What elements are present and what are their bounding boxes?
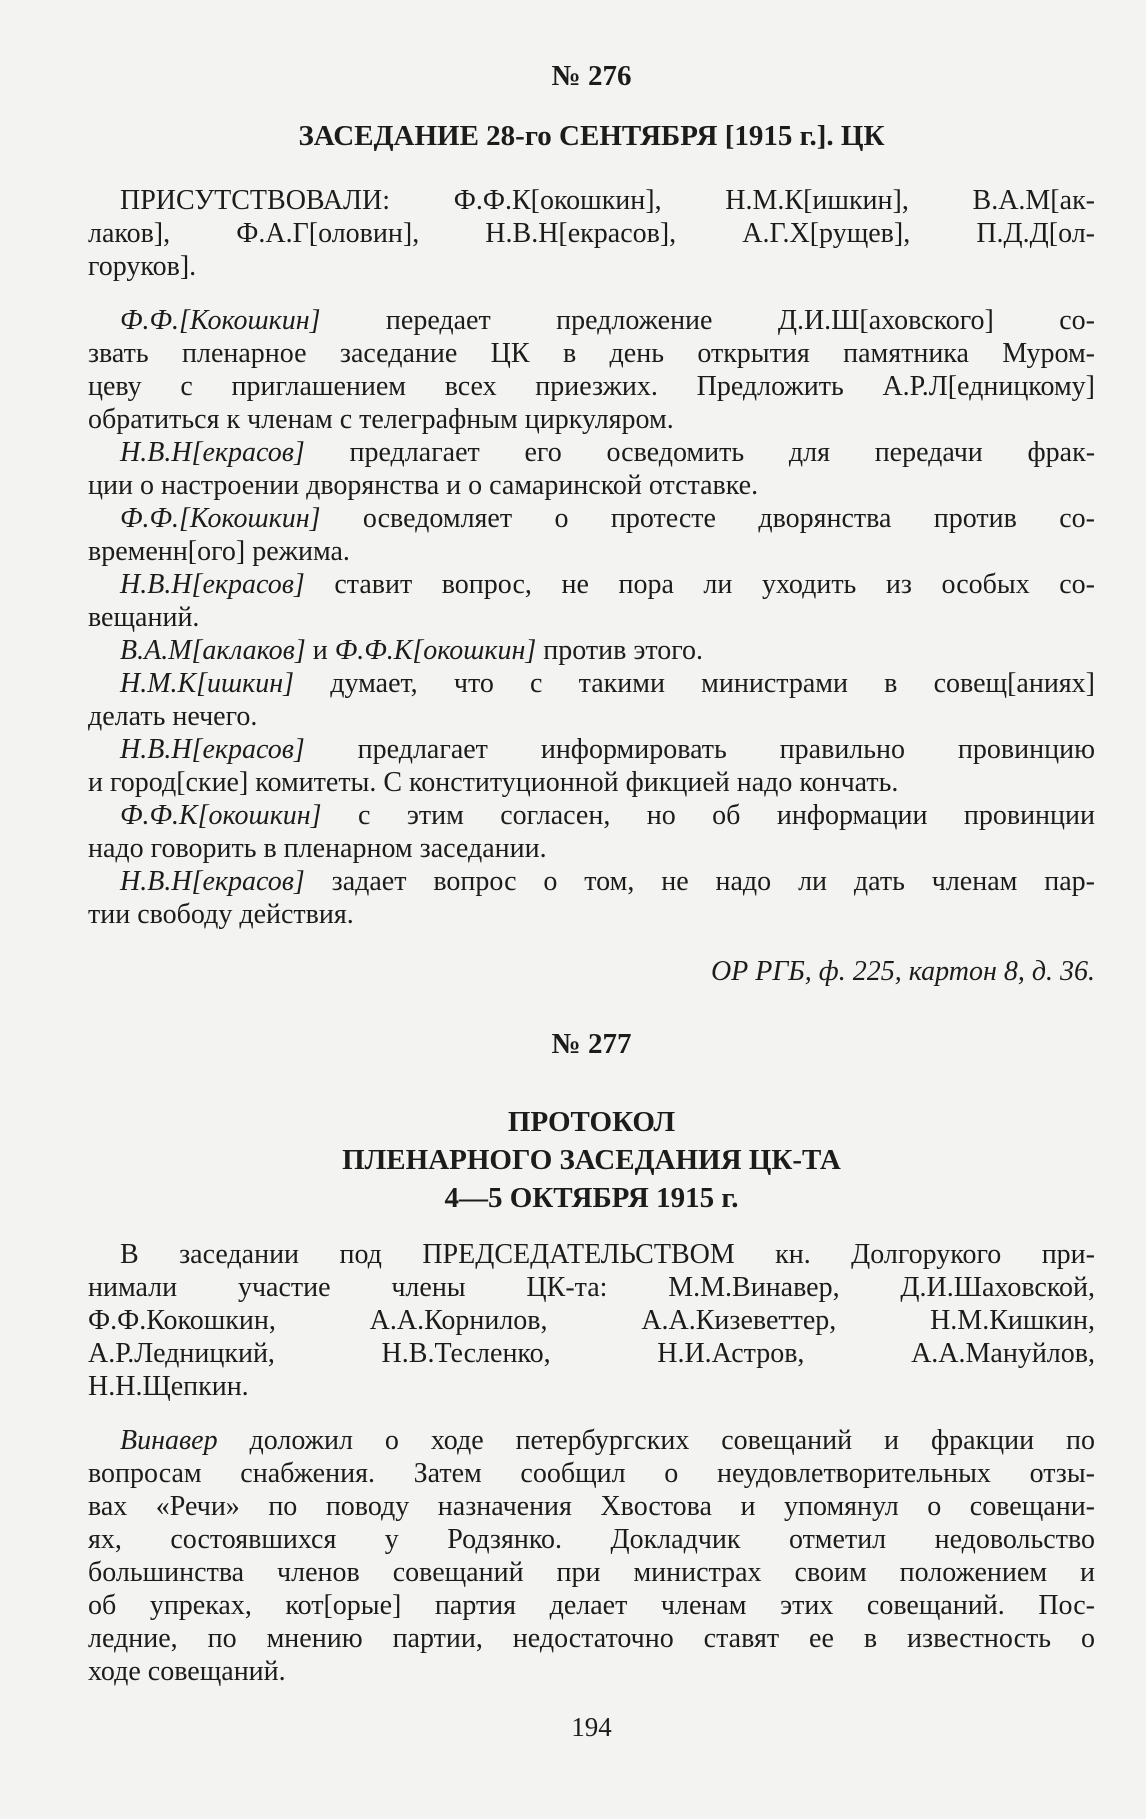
speaker-name: Н.М.К[ишкин]: [120, 668, 295, 699]
text-line: тии свободу действия.: [88, 899, 354, 930]
text-line: вещаний.: [88, 602, 200, 633]
entry-first-line: [88, 568, 1095, 601]
speaker-name: Ф.Ф.[Кокошкин]: [120, 305, 321, 336]
text-line: ях, состоявшихся у Родзянко. Докладчик отметил недовольство: [88, 1524, 1095, 1555]
text-line: надо говорить в пленарном заседании.: [88, 833, 547, 864]
speaker-name: Н.В.Н[екрасов]: [120, 866, 305, 897]
entry-first-line: [88, 733, 1095, 766]
entry-text: доложил о ходе петербургских совещаний и фракции по: [249, 1425, 1095, 1456]
page-number: 194: [571, 1712, 612, 1742]
entry-text: осведомляет о протесте дворянства против со-: [362, 503, 1095, 534]
speaker-name: Ф.Ф.[Кокошкин]: [120, 503, 321, 534]
speaker-name: Н.В.Н[екрасов]: [120, 734, 305, 765]
text-line: большинства членов совещаний при министрах своим положением и: [88, 1557, 1095, 1588]
document-277-title: [88, 1103, 1095, 1217]
entry-first-line: [88, 304, 1095, 337]
entry-first-line: [88, 634, 1095, 667]
archive-source: ОР РГБ, ф. 225, картон 8, д. 36.: [710, 956, 1095, 987]
text-line: ледние, по мнению партии, недостаточно ставят ее в известность о: [88, 1623, 1095, 1654]
text-line: ПРИСУТСТВОВАЛИ: Ф.Ф.К[окошкин], Н.М.К[ишкин], В.А.М[ак-: [120, 185, 1095, 216]
entry-text: с этим согласен, но об информации провинции: [358, 800, 1095, 831]
report-paragraph: [88, 1424, 1095, 1688]
text-line: нимали участие члены ЦК-та: М.М.Винавер, Д.И.Шаховской,: [88, 1272, 1095, 1303]
entry-first-line: [88, 799, 1095, 832]
text-line: горуков].: [88, 251, 197, 282]
minutes-entries: [88, 304, 1095, 931]
entry-text: думает, что с такими министрами в совещ[аниях]: [330, 668, 1096, 699]
speaker-name: В.А.М[аклаков]: [120, 635, 306, 666]
text-line: ции о настроении дворянства и о самаринской отставке.: [88, 470, 759, 501]
text-line: обратиться к членам с телеграфным циркуляром.: [88, 404, 674, 435]
participants-paragraph: [88, 1238, 1095, 1403]
entry-text: задает вопрос о том, не надо ли дать членам пар-: [331, 866, 1095, 897]
text-line: Ф.Ф.Кокошкин, А.А.Корнилов, А.А.Кизеветтер, Н.М.Кишкин,: [88, 1305, 1095, 1336]
entry-text: ставит вопрос, не пора ли уходить из особых со-: [334, 569, 1096, 600]
entry-text: передает предложение Д.И.Ш[аховского] со-: [385, 305, 1095, 336]
entry-text: против этого.: [543, 635, 704, 666]
title-line: 4—5 ОКТЯБРЯ 1915 г.: [444, 1182, 739, 1214]
text-line: В заседании под ПРЕДСЕДАТЕЛЬСТВОМ кн. Долгорукого при-: [120, 1239, 1095, 1270]
document-276-number: № 276: [551, 60, 632, 92]
conjunction: и: [312, 635, 328, 666]
speaker-name: Ф.Ф.К[окошкин]: [334, 635, 537, 666]
text-line: об упреках, кот[орые] партия делает членам этих совещаний. Пос-: [88, 1590, 1095, 1621]
attendees-paragraph: [88, 184, 1095, 283]
title-line: ПЛЕНАРНОГО ЗАСЕДАНИЯ ЦК-ТА: [342, 1144, 841, 1176]
speaker-name: Н.В.Н[екрасов]: [120, 569, 305, 600]
text-line: лаков], Ф.А.Г[оловин], Н.В.Н[екрасов], А.Г.Х[рущев], П.Д.Д[ол-: [88, 218, 1095, 249]
speaker-name: Ф.Ф.К[окошкин]: [120, 800, 322, 831]
entry-first-line: [88, 1424, 1095, 1457]
entry-first-line: [88, 436, 1095, 469]
text-line: делать нечего.: [88, 701, 258, 732]
document-276-title: ЗАСЕДАНИЕ 28-го СЕНТЯБРЯ [1915 г.]. ЦК: [298, 120, 885, 152]
text-line: вах «Речи» по поводу назначения Хвостова и упомянул о совещани-: [88, 1491, 1095, 1522]
text-line: цеву с приглашением всех приезжих. Предложить А.Р.Л[едницкому]: [88, 371, 1095, 402]
entry-first-line: [88, 667, 1095, 700]
text-line: и город[ские] комитеты. С конституционной фикцией надо кончать.: [88, 767, 899, 798]
text-line: вопросам снабжения. Затем сообщил о неудовлетворительных отзы-: [88, 1458, 1095, 1489]
entry-first-line: [88, 865, 1095, 898]
speaker-name: Н.В.Н[екрасов]: [120, 437, 305, 468]
title-line: ПРОТОКОЛ: [507, 1106, 676, 1138]
speaker-name: Винавер: [120, 1425, 218, 1456]
entry-text: предлагает его осведомить для передачи фрак-: [349, 437, 1096, 468]
entry-text: предлагает информировать правильно провинцию: [357, 734, 1095, 765]
entry-first-line: [88, 502, 1095, 535]
text-line: ходе совещаний.: [88, 1656, 286, 1687]
text-line: А.Р.Ледницкий, Н.В.Тесленко, Н.И.Астров, А.А.Мануйлов,: [88, 1338, 1095, 1369]
text-line: Н.Н.Щепкин.: [88, 1371, 249, 1402]
text-line: временн[ого] режима.: [88, 536, 350, 567]
text-line: звать пленарное заседание ЦК в день открытия памятника Муром-: [88, 338, 1095, 369]
document-277-number: № 277: [551, 1028, 632, 1060]
